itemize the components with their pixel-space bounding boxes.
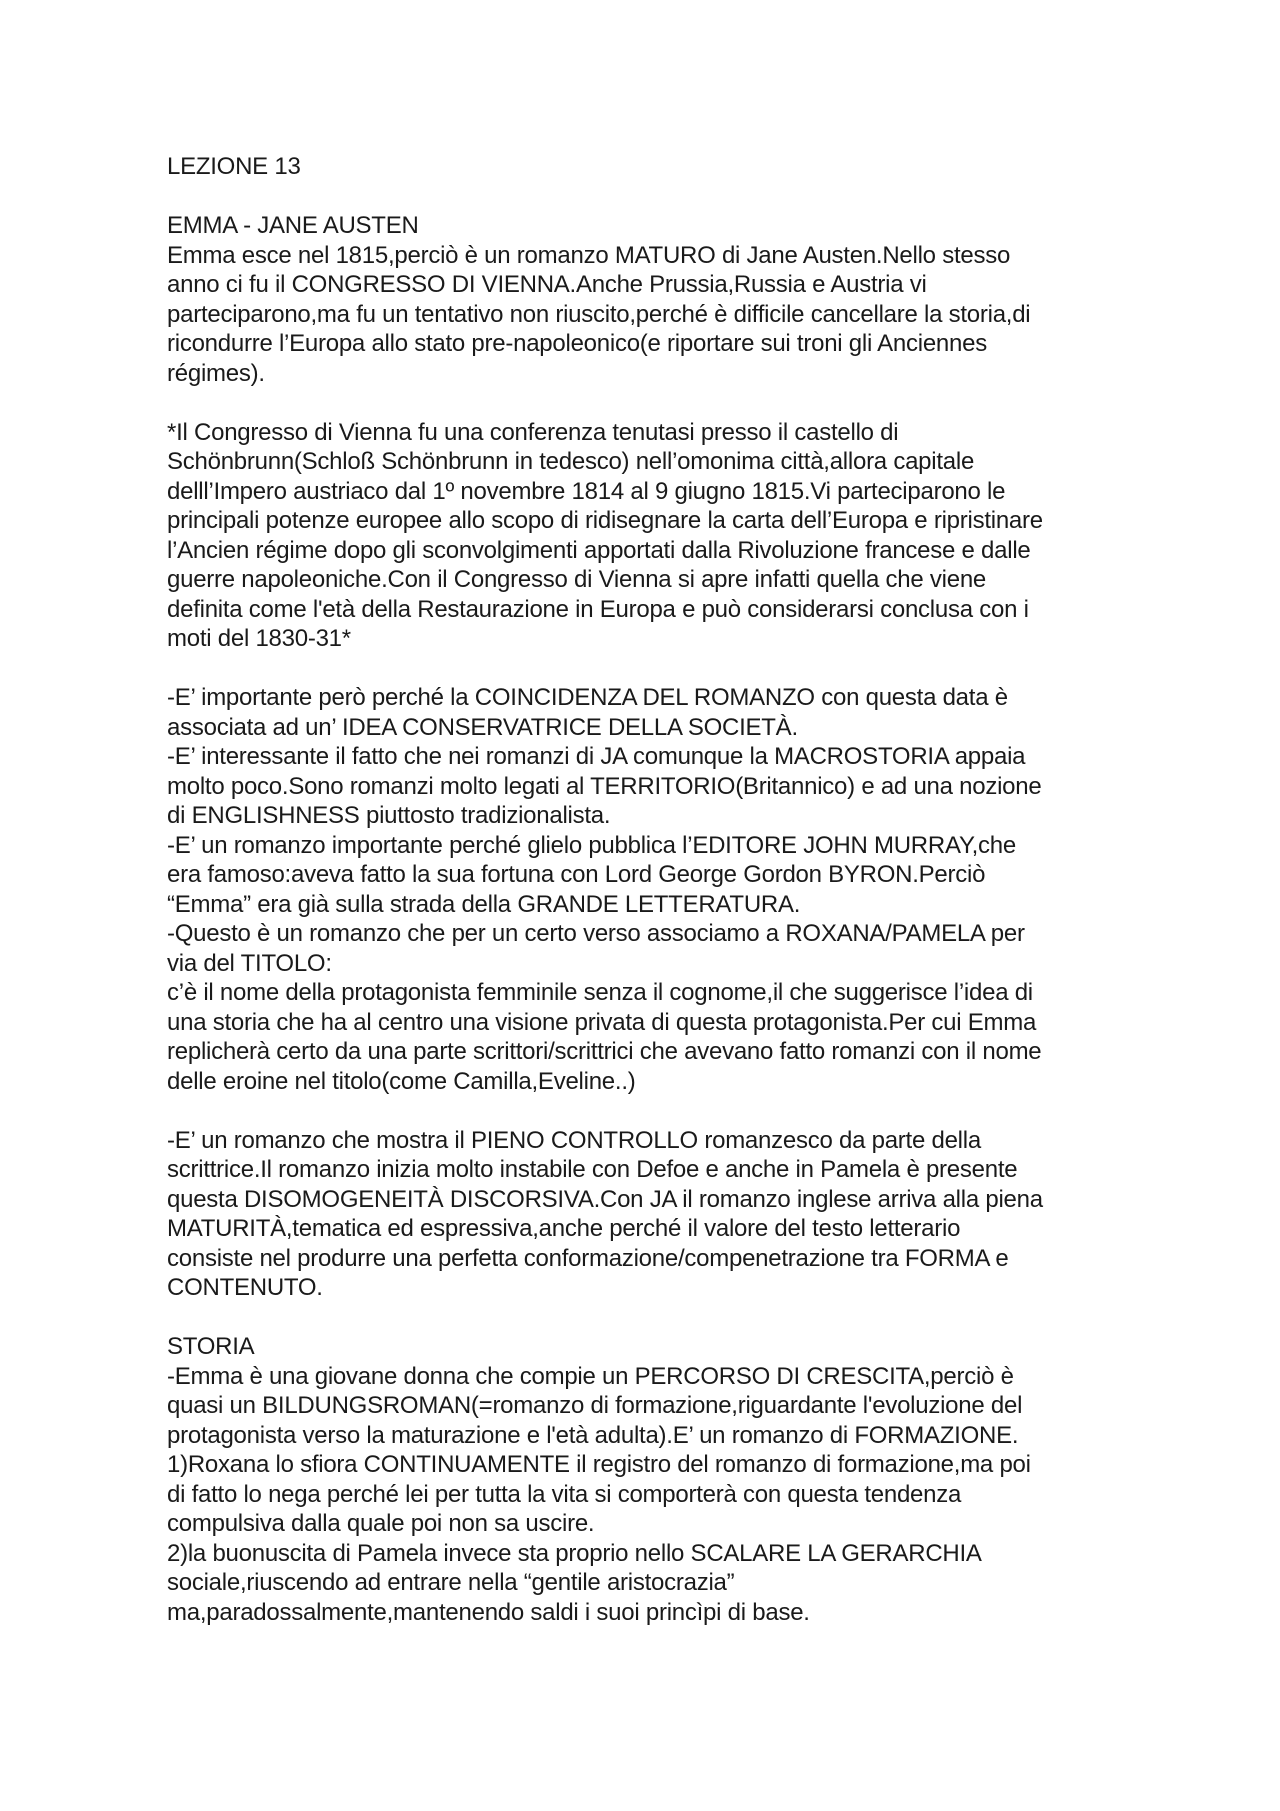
text-line: protagonista verso la maturazione e l'età adulta).E’ un romanzo di FORMAZIONE.	[167, 1421, 1019, 1449]
text-line: MATURITÀ,tematica ed espressiva,anche perché il valore del testo letterario	[167, 1215, 961, 1242]
text-line: anno ci fu il CONGRESSO DI VIENNA.Anche Prussia,Russia e Austria vi	[167, 271, 927, 298]
text-line: delle eroine nel titolo(come Camilla,Eveline..)	[167, 1067, 636, 1095]
intro-paragraph	[167, 241, 1127, 389]
text-line: CONTENUTO.	[167, 1274, 323, 1301]
text-line: *Il Congresso di Vienna fu una conferenza tenutasi presso il castello di	[167, 418, 899, 446]
text-line: principali potenze europee allo scopo di ridisegnare la carta dell’Europa e ripristinare	[167, 507, 1043, 534]
text-line: questa DISOMOGENEITÀ DISCORSIVA.Con JA il romanzo inglese arriva alla piena	[167, 1185, 1043, 1213]
text-line: associata ad un’ IDEA CONSERVATRICE DELLA SOCIETÀ.	[167, 713, 798, 741]
text-line: guerre napoleoniche.Con il Congresso di Vienna si apre infatti quella che viene	[167, 566, 987, 593]
text-line: sociale,riuscendo ad entrare nella “gentile aristocrazia”	[167, 1569, 735, 1596]
text-line: consiste nel produrre una perfetta conformazione/compenetrazione tra FORMA e	[167, 1244, 1009, 1272]
text-line: régimes).	[167, 359, 265, 387]
text-line: di fatto lo nega perché lei per tutta la vita si comporterà con questa tendenza	[167, 1480, 962, 1508]
text-line: una storia che ha al centro una visione privata di questa protagonista.Per cui Emma	[167, 1008, 1037, 1036]
text-line: moti del 1830-31*	[167, 625, 351, 652]
lesson-header: LEZIONE 13	[167, 153, 301, 180]
text-line: Emma esce nel 1815,perciò è un romanzo MATURO di Jane Austen.Nello stesso	[167, 241, 1011, 269]
document-page	[167, 152, 1127, 1627]
spacer	[167, 1096, 1127, 1126]
text-line: 1)Roxana lo sfiora CONTINUAMENTE il registro del romanzo di formazione,ma poi	[167, 1451, 1031, 1478]
text-line: era famoso:aveva fatto la sua fortuna con Lord George Gordon BYRON.Perciò	[167, 861, 986, 888]
text-line: 2)la buonuscita di Pamela invece sta proprio nello SCALARE LA GERARCHIA	[167, 1539, 982, 1567]
text-line: parteciparono,ma fu un tentativo non riuscito,perché è difficile cancellare la storia,di	[167, 300, 1031, 328]
spacer	[167, 388, 1127, 418]
text-line: -Emma è una giovane donna che compie un PERCORSO DI CRESCITA,perciò è	[167, 1362, 1014, 1390]
text-line: ricondurre l’Europa allo stato pre-napoleonico(e riportare sui troni gli Anciennes	[167, 330, 987, 357]
text-line: -E’ un romanzo importante perché glielo pubblica l’EDITORE JOHN MURRAY,che	[167, 831, 1016, 859]
text-line: -E’ interessante il fatto che nei romanzi di JA comunque la MACROSTORIA appaia	[167, 743, 1026, 770]
text-line: c’è il nome della protagonista femminile senza il cognome,il che suggerisce l’idea di	[167, 979, 1033, 1006]
text-line: replicherà certo da una parte scrittori/scrittrici che avevano fatto romanzi con il nome	[167, 1038, 1042, 1065]
section-title: EMMA - JANE AUSTEN	[167, 212, 419, 239]
spacer	[167, 1303, 1127, 1333]
text-line: Schönbrunn(Schloß Schönbrunn in tedesco) nell’omonima città,allora capitale	[167, 448, 975, 475]
section-title: STORIA	[167, 1333, 255, 1360]
text-line: scrittrice.Il romanzo inizia molto instabile con Defoe e anche in Pamela è presente	[167, 1156, 1018, 1183]
text-line: via del TITOLO:	[167, 949, 332, 977]
text-line: compulsiva dalla quale poi non sa uscire.	[167, 1510, 595, 1537]
text-line: ma,paradossalmente,mantenendo saldi i suoi princìpi di base.	[167, 1598, 810, 1626]
text-line: di ENGLISHNESS piuttosto tradizionalista.	[167, 802, 611, 829]
text-line: -E’ importante però perché la COINCIDENZA DEL ROMANZO con questa data è	[167, 684, 1008, 711]
text-line: -Questo è un romanzo che per un certo verso associamo a ROXANA/PAMELA per	[167, 920, 1025, 947]
text-line: definita come l'età della Restaurazione in Europa e può considerarsi conclusa con i	[167, 595, 1029, 623]
storia-paragraph	[167, 1362, 1127, 1628]
text-line: l’Ancien régime dopo gli sconvolgimenti apportati dalla Rivoluzione francese e dalle	[167, 536, 1031, 564]
control-paragraph	[167, 1126, 1127, 1303]
text-line: -E’ un romanzo che mostra il PIENO CONTROLLO romanzesco da parte della	[167, 1126, 981, 1154]
text-line: delll’Impero austriaco dal 1º novembre 1814 al 9 giugno 1815.Vi parteciparono le	[167, 477, 1006, 505]
spacer	[167, 182, 1127, 212]
spacer	[167, 654, 1127, 684]
text-line: molto poco.Sono romanzi molto legati al TERRITORIO(Britannico) e ad una nozione	[167, 772, 1042, 800]
text-line: “Emma” era già sulla strada della GRANDE LETTERATURA.	[167, 890, 801, 918]
congress-note-paragraph	[167, 418, 1127, 654]
text-line: quasi un BILDUNGSROMAN(=romanzo di formazione,riguardante l'evoluzione del	[167, 1392, 1023, 1419]
points-paragraph	[167, 683, 1127, 1096]
